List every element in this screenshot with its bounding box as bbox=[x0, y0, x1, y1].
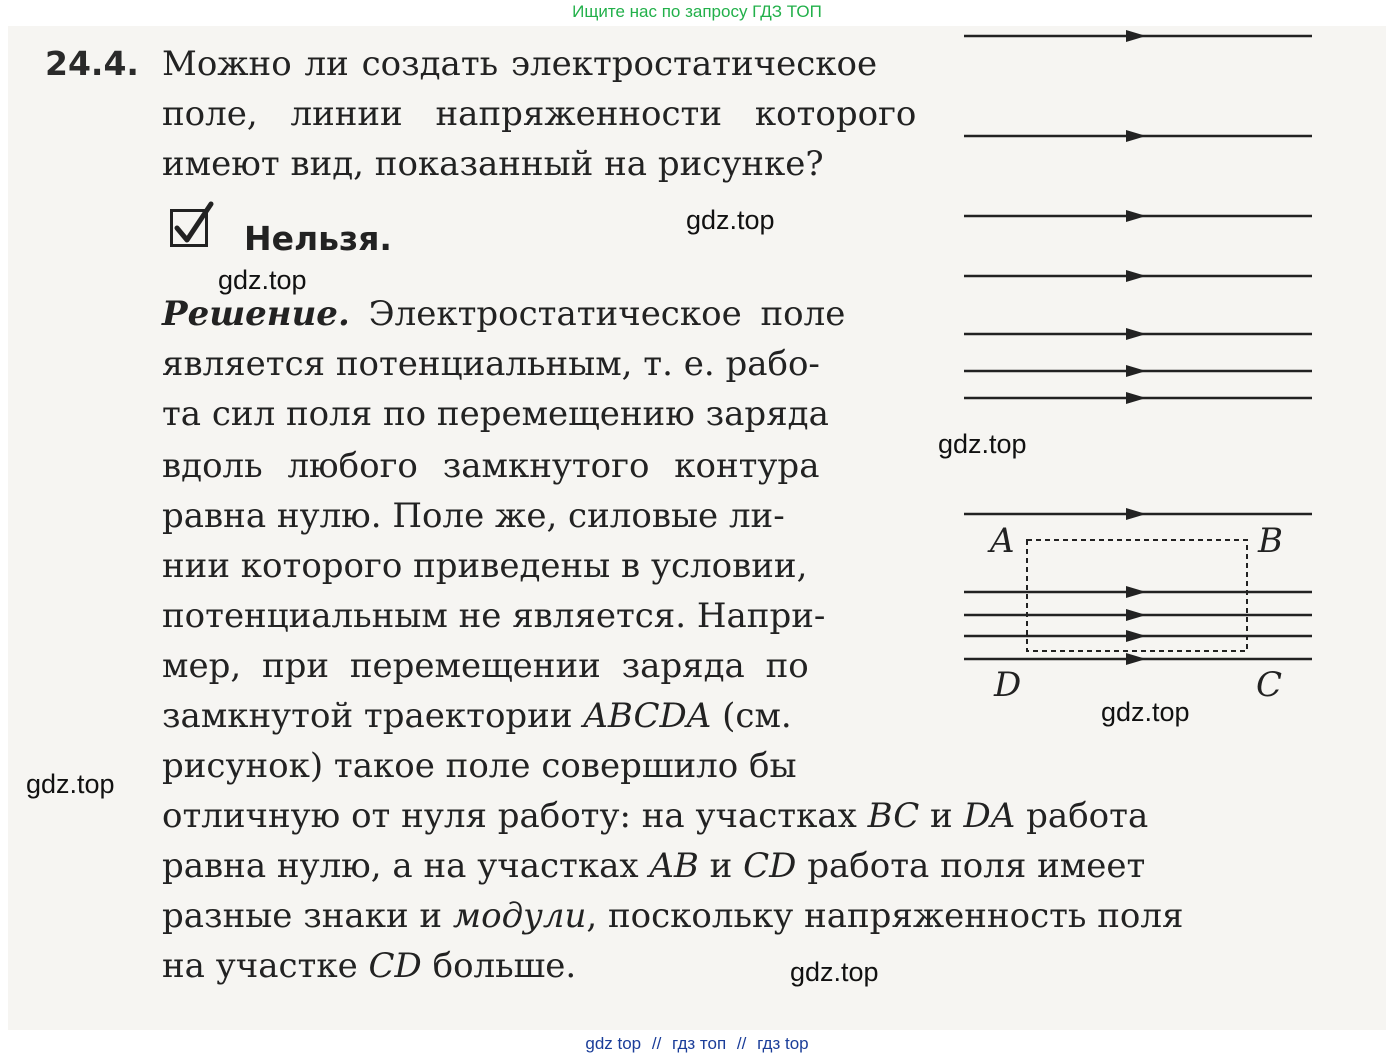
watermark: gdz.top bbox=[938, 429, 1027, 459]
solution-line-2: является потенциальным, т. е. рабо- bbox=[162, 344, 820, 384]
arrow-icon bbox=[1126, 270, 1146, 282]
answer-text: Нельзя. bbox=[244, 219, 392, 258]
solution-line-7: потенциальным не является. Напри- bbox=[162, 596, 826, 636]
watermark: gdz.top bbox=[218, 265, 307, 295]
segment-bc: BC bbox=[867, 796, 920, 836]
segment-cd: CD bbox=[743, 846, 797, 886]
top-banner[interactable] bbox=[0, 0, 1394, 24]
solution-line-9-b: (см. bbox=[711, 696, 792, 736]
arrow-icon bbox=[1126, 130, 1146, 142]
solution-label: Решение. bbox=[162, 294, 350, 334]
solution-line-5: равна нулю. Поле же, силовые ли- bbox=[162, 496, 785, 536]
solution-line-6: нии которого приведены в условии, bbox=[162, 546, 808, 586]
arrow-icon bbox=[1126, 508, 1146, 520]
solution-line-9-a: замкнутой траектории bbox=[162, 696, 584, 736]
solution-line-3: та сил поля по перемещению заряда bbox=[162, 394, 829, 434]
solution-line-10: рисунок) такое поле совершило бы bbox=[162, 746, 797, 786]
solution-line-13-a: разные знаки и bbox=[162, 896, 453, 936]
solution-line-9 bbox=[162, 696, 792, 736]
arrow-icon bbox=[1126, 210, 1146, 222]
footer-link-gdz-top-mixed[interactable]: гдз top bbox=[757, 1034, 809, 1053]
label-c: C bbox=[1256, 665, 1283, 705]
label-d: D bbox=[994, 665, 1022, 705]
segment-cd-2: CD bbox=[368, 946, 422, 986]
arrow-icon bbox=[1126, 586, 1146, 598]
checked-checkbox bbox=[170, 209, 208, 247]
solution-line-14-a: на участке bbox=[162, 946, 369, 986]
arrow-icon bbox=[1126, 328, 1146, 340]
solution-line-14-b: больше. bbox=[421, 946, 577, 986]
field-lines-figure bbox=[960, 26, 1340, 716]
solution-line-4: вдоль любого замкнутого контура bbox=[162, 446, 820, 486]
solution-line-1-text: Электростатическое поле bbox=[349, 294, 846, 334]
arrow-icon bbox=[1126, 630, 1146, 642]
solution-line-11 bbox=[162, 796, 1148, 836]
footer-link-gdz-top[interactable]: gdz top bbox=[585, 1034, 642, 1053]
watermark: gdz.top bbox=[790, 957, 879, 987]
solution-line-12-a: равна нулю, а на участках bbox=[162, 846, 650, 886]
question-line-3: имеют вид, показанный на рисунке? bbox=[162, 144, 824, 184]
arrow-icon bbox=[1126, 392, 1146, 404]
solution-line-12-and: и bbox=[698, 846, 744, 886]
solution-line-11-a: отличную от нуля работу: на участках bbox=[162, 796, 868, 836]
label-b: B bbox=[1258, 521, 1283, 561]
problem-number: 24.4. bbox=[45, 44, 139, 83]
footer-link-gdz-top-ru[interactable]: гдз топ bbox=[672, 1034, 727, 1053]
watermark: gdz.top bbox=[686, 205, 775, 235]
top-banner-text[interactable]: Ищите нас по запросу ГДЗ ТОП bbox=[572, 2, 822, 21]
label-a: A bbox=[990, 521, 1015, 561]
segment-ab: AB bbox=[649, 846, 699, 886]
word-moduli: модули bbox=[452, 896, 587, 936]
checkmark-icon bbox=[171, 198, 219, 250]
solution-line-11-b: работа bbox=[1015, 796, 1149, 836]
arrow-icon bbox=[1126, 653, 1146, 665]
question-line-2: поле, линии напряженности которого bbox=[162, 94, 917, 134]
solution-line-12-b: работа поля имеет bbox=[796, 846, 1146, 886]
watermark: gdz.top bbox=[26, 769, 115, 799]
solution-line-14 bbox=[162, 946, 576, 986]
footer-separator: // bbox=[736, 1034, 747, 1053]
solution-line-13-b: , поскольку напряженность поля bbox=[586, 896, 1184, 936]
arrow-icon bbox=[1126, 30, 1146, 42]
arrow-icon bbox=[1126, 609, 1146, 621]
path-abcda: ABCDA bbox=[583, 696, 712, 736]
question-line-1: Можно ли создать электростатическое bbox=[162, 44, 878, 84]
solution-line-13 bbox=[162, 896, 1183, 936]
solution-line-11-and: и bbox=[919, 796, 964, 836]
watermark: gdz.top bbox=[1101, 697, 1190, 727]
solution-line-8: мер, при перемещении заряда по bbox=[162, 646, 809, 686]
bottom-banner bbox=[0, 1030, 1394, 1057]
footer-separator: // bbox=[651, 1034, 662, 1053]
solution-line-12 bbox=[162, 846, 1145, 886]
solution-line-1 bbox=[162, 294, 845, 334]
arrow-icon bbox=[1126, 365, 1146, 377]
segment-da: DA bbox=[963, 796, 1016, 836]
